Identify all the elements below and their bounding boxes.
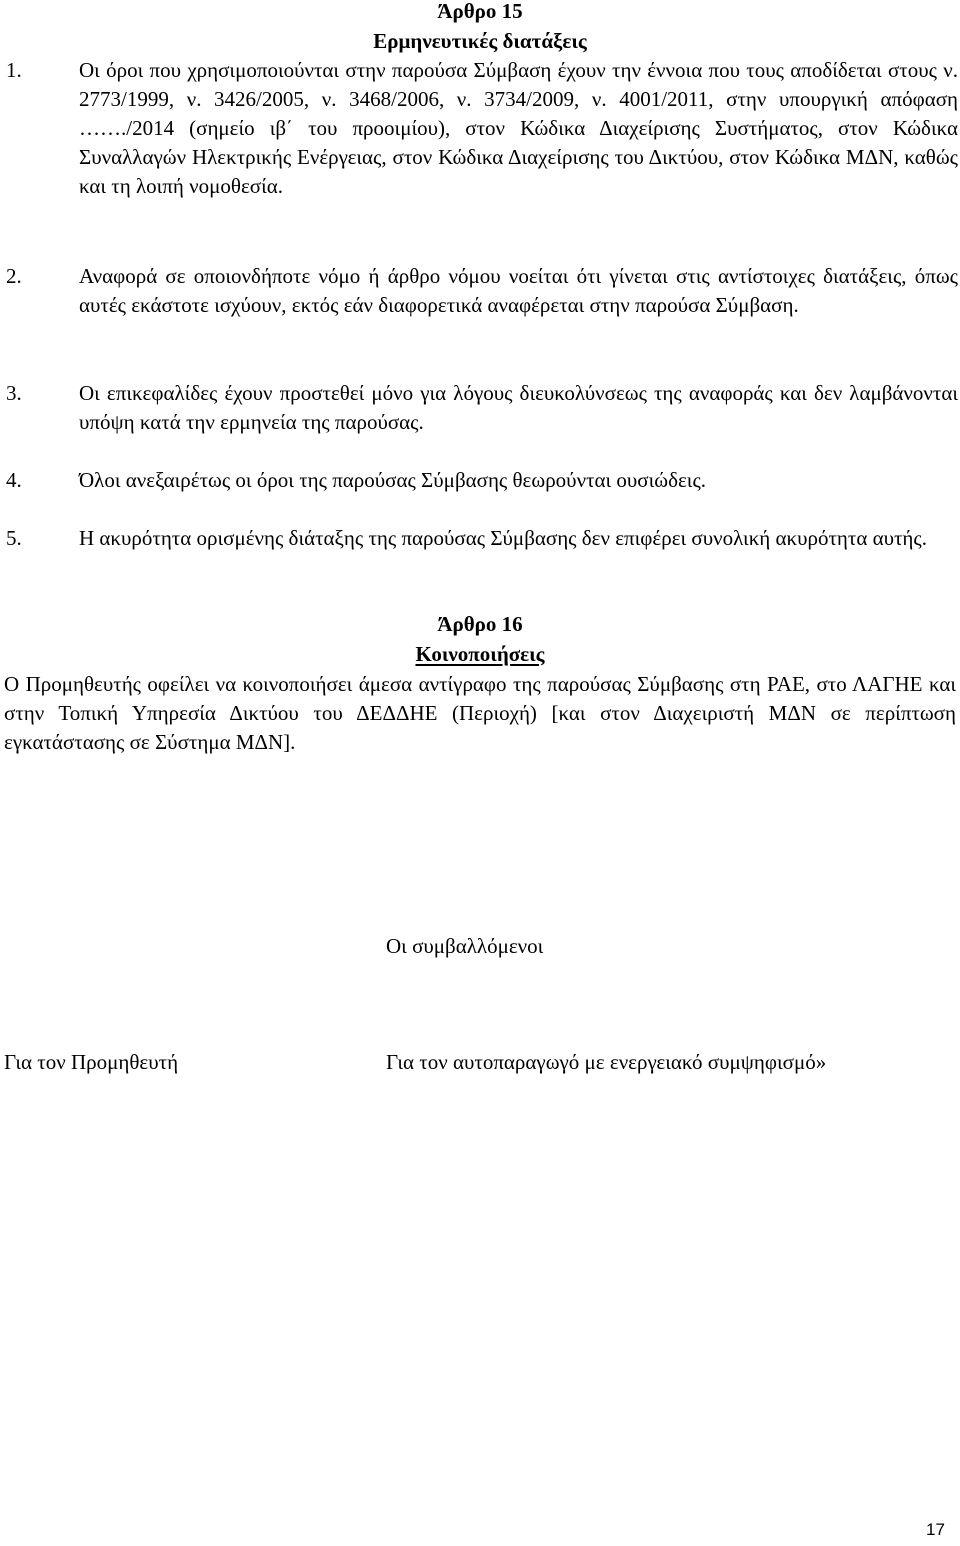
list-item-number: 1.	[6, 58, 22, 82]
list-item-text: Αναφορά σε οποιονδήποτε νόμο ή άρθρο νόμου νοείται ότι γίνεται στις αντίστοιχες διατάξεις, όπως αυτές εκάστοτε ισχύουν, εκτός εάν διαφορετικά αναφέρεται στην παρούσα Σύμβαση.	[79, 264, 958, 317]
list-item-number: 4.	[6, 468, 22, 492]
article-16-subtitle: Κοινοποιήσεις	[415, 642, 545, 666]
list-item-number: 3.	[6, 381, 22, 405]
list-item-text: Οι όροι που χρησιμοποιούνται στην παρούσα Σύμβαση έχουν την έννοια που τους αποδίδεται στους ν. 2773/1999, ν. 3426/2005, ν. 3468/2006, ν. 3734/2009, ν. 4001/2011, στην υπουργική απόφαση ……./2014 (σημείο ιβ΄ του προοιμίου), στον Κώδικα Διαχείρισης Συστήματος, στον Κώδικα Συναλλαγών Ηλεκτρικής Ενέργειας, στον Κώδικα Διαχείρισης του Δικτύου, στον Κώδικα ΜΔΝ, καθώς και τη λοιπή νομοθεσία.	[79, 58, 958, 198]
list-item-text: Όλοι ανεξαιρέτως οι όροι της παρούσας Σύμβασης θεωρούνται ουσιώδεις.	[79, 468, 707, 492]
list-item-number: 2.	[6, 264, 22, 288]
list-item-text: Η ακυρότητα ορισμένης διάταξης της παρούσας Σύμβασης δεν επιφέρει συνολική ακυρότητα αυτής.	[79, 526, 927, 550]
article-15-title: Άρθρο 15	[437, 0, 523, 23]
signatures-heading: Οι συμβαλλόμενοι	[386, 934, 544, 958]
signature-left: Για τον Προμηθευτή	[4, 1050, 179, 1074]
article-16-text: Ο Προμηθευτής οφείλει να κοινοποιήσει άμεσα αντίγραφο της παρούσας Σύμβασης στη ΡΑΕ, στο ΛΑΓΗΕ και στην Τοπική Υπηρεσία Δικτύου του ΔΕΔΔΗΕ (Περιοχή) [και στον Διαχειριστή ΜΔΝ σε περίπτωση εγκατάστασης σε Σύστημα ΜΔΝ].	[4, 672, 956, 754]
list-item-text: Οι επικεφαλίδες έχουν προστεθεί μόνο για λόγους διευκολύνσεως της αναφοράς και δεν λαμβάνονται υπόψη κατά την ερμηνεία της παρούσας.	[79, 381, 958, 434]
article-15-subtitle: Ερμηνευτικές διατάξεις	[373, 29, 587, 53]
signature-right: Για τον αυτοπαραγωγό με ενεργειακό συμψηφισμό»	[386, 1050, 827, 1074]
list-item-number: 5.	[6, 526, 22, 550]
page-number: 17	[926, 1520, 945, 1539]
article-16-title: Άρθρο 16	[437, 612, 523, 636]
